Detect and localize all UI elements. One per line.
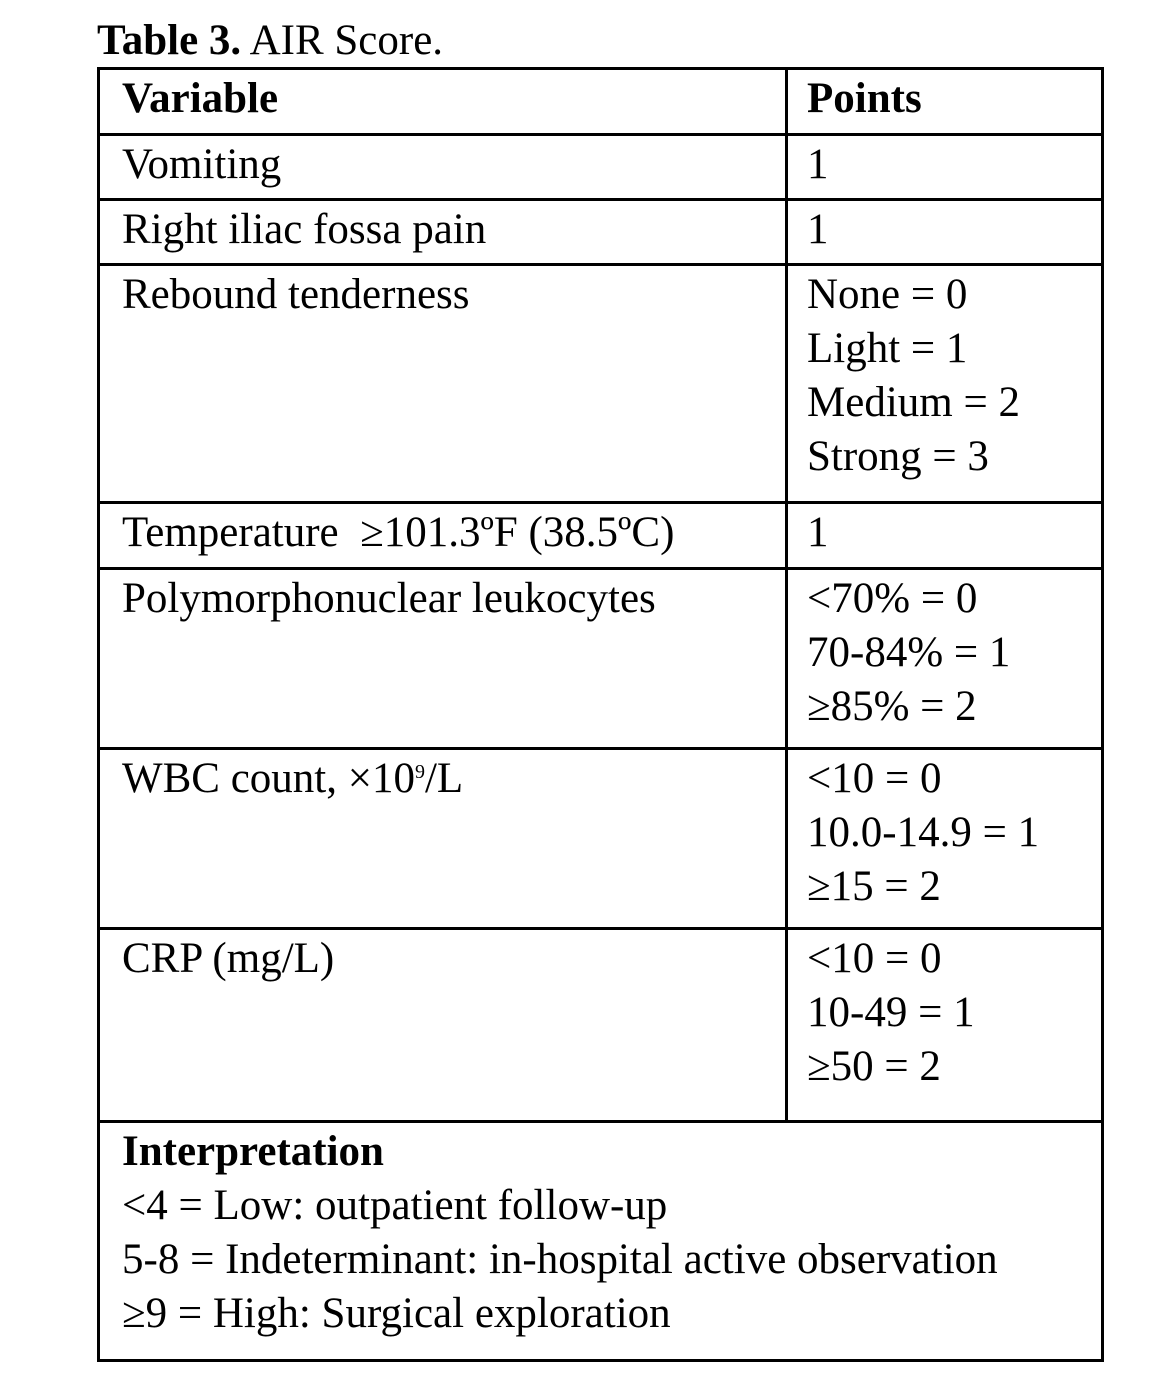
points-line: Strong = 3	[807, 433, 989, 480]
points-line: <70% = 0	[807, 575, 978, 622]
points-line: 1	[807, 509, 829, 556]
variable-cell: Temperature ≥101.3ºF (38.5ºC)	[99, 503, 787, 569]
interpretation-row	[99, 1122, 1103, 1361]
table-row	[99, 135, 1103, 200]
points-cell	[787, 929, 1103, 1122]
air-score-table	[97, 67, 1104, 1362]
variable-cell: Rebound tenderness	[99, 265, 787, 503]
points-line: 10.0-14.9 = 1	[807, 809, 1040, 856]
variable-cell: CRP (mg/L)	[99, 929, 787, 1122]
interpretation-line: 5-8 = Indeterminant: in-hospital active observation	[122, 1236, 998, 1283]
points-cell	[787, 265, 1103, 503]
points-line: ≥85% = 2	[807, 683, 977, 730]
table-row	[99, 503, 1103, 569]
variable-cell	[99, 749, 787, 929]
table-caption	[97, 14, 443, 68]
table-row	[99, 200, 1103, 265]
variable-cell: Right iliac fossa pain	[99, 200, 787, 265]
points-cell	[787, 503, 1103, 569]
points-line: <10 = 0	[807, 755, 942, 802]
variable-text: WBC count, ×10	[122, 755, 415, 802]
points-line: ≥50 = 2	[807, 1043, 941, 1090]
table-row	[99, 569, 1103, 749]
points-line: 1	[807, 206, 829, 253]
points-line: 70-84% = 1	[807, 629, 1011, 676]
variable-cell: Polymorphonuclear leukocytes	[99, 569, 787, 749]
interpretation-cell	[99, 1122, 1103, 1361]
points-cell	[787, 200, 1103, 265]
table-row	[99, 749, 1103, 929]
variable-cell: Vomiting	[99, 135, 787, 200]
points-cell	[787, 135, 1103, 200]
points-line: Light = 1	[807, 325, 968, 372]
table-title: AIR Score.	[249, 17, 444, 64]
header-points: Points	[787, 69, 1103, 135]
points-line: None = 0	[807, 271, 968, 318]
exponent: 9	[414, 761, 425, 783]
interpretation-line: ≥9 = High: Surgical exploration	[122, 1290, 671, 1337]
header-row	[99, 69, 1103, 135]
variable-unit: /L	[424, 755, 464, 802]
header-variable: Variable	[99, 69, 787, 135]
interpretation-line: <4 = Low: outpatient follow-up	[122, 1182, 668, 1229]
points-line: ≥15 = 2	[807, 863, 941, 910]
points-cell	[787, 569, 1103, 749]
points-cell	[787, 749, 1103, 929]
interpretation-title: Interpretation	[122, 1128, 384, 1175]
table-label: Table 3.	[97, 17, 242, 64]
points-line: <10 = 0	[807, 935, 942, 982]
points-line: 1	[807, 141, 829, 188]
table-row	[99, 265, 1103, 503]
points-line: 10-49 = 1	[807, 989, 975, 1036]
table-row	[99, 929, 1103, 1122]
points-line: Medium = 2	[807, 379, 1020, 426]
